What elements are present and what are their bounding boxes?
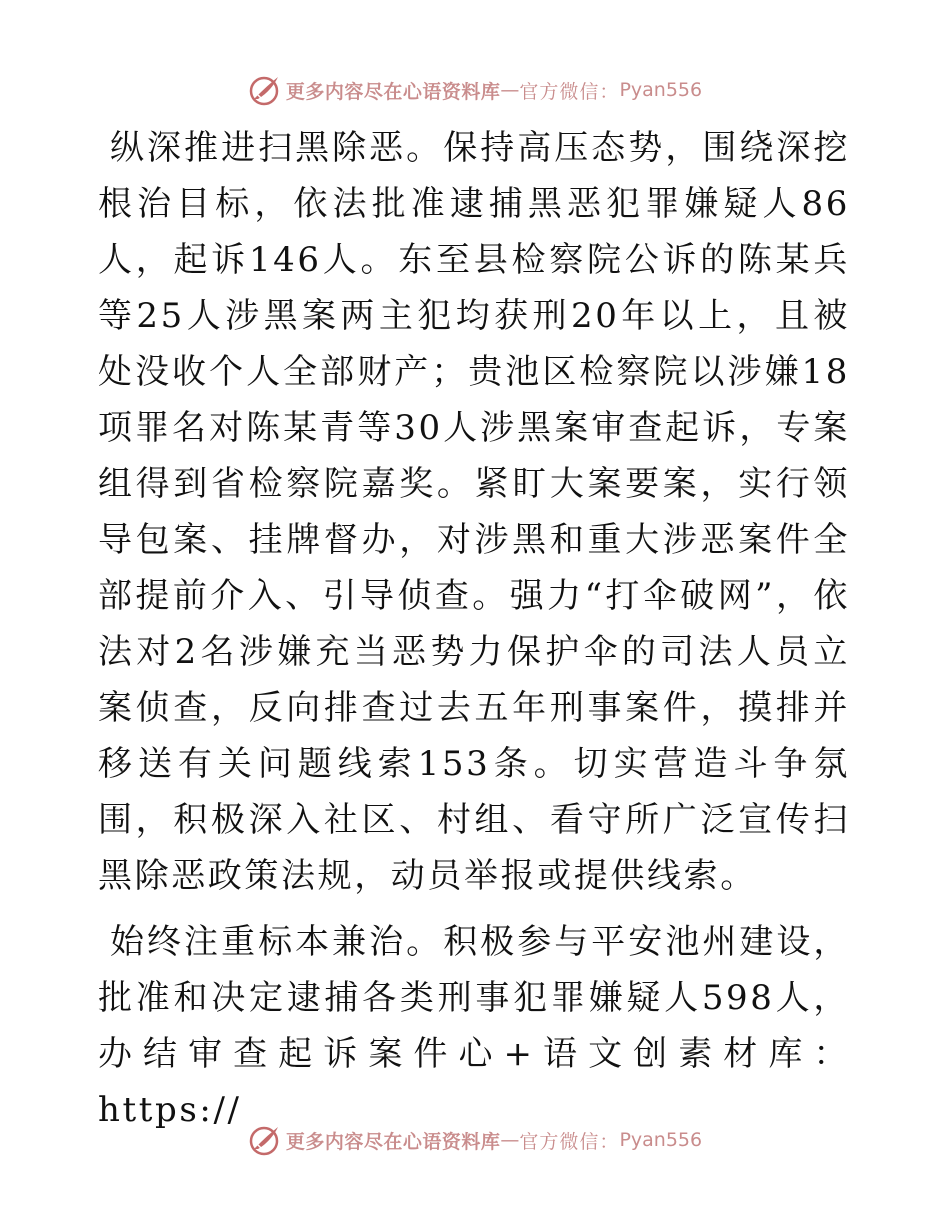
watermark-wechat-id: Pyan556 [619,1129,703,1151]
footer-watermark [0,1120,950,1160]
watermark-dash: — [500,1129,520,1151]
quill-logo-icon [248,1123,282,1157]
watermark-wechat-id: Pyan556 [619,79,703,101]
paragraph-anti-crime: 纵深推进扫黑除恶。保持高压态势，围绕深挖根治目标，依法批准逮捕黑恶犯罪嫌疑人86人，起诉146人。东至县检察院公诉的陈某兵等25人涉黑案两主犯均获刑20年以上，且被处没收个人全部财产；贵池区检察院以涉嫌18项罪名对陈某青等30人涉黑案审查起诉，专案组得到省检察院嘉奖。紧盯大案要案，实行领导包案、挂牌督办，对涉黑和重大涉恶案件全部提前介入、引导侦查。强力“打伞破网”，依法对2名涉嫌充当恶势力保护伞的司法人员立案侦查，反向排查过去五年刑事案件，摸排并移送有关问题线索153条。切实营造斗争氛围，积极深入社区、村组、看守所广泛宣传扫黑除恶政策法规，动员举报或提供线索。 [98,128,850,896]
paragraph-root-causes: 始终注重标本兼治。积极参与平安池州建设，批准和决定逮捕各类刑事犯罪嫌疑人598人，办结审查起诉案件心+语文创素材库：https:// [98,922,850,1130]
watermark-wechat-label: 官方微信： [519,80,620,103]
watermark-site-text: 更多内容尽在心语资料库 [285,1130,501,1153]
document-body [98,120,850,1148]
quill-logo-icon [248,73,282,107]
watermark-dash: — [500,79,520,101]
watermark-wechat-label: 官方微信： [519,1130,620,1153]
watermark-site-text: 更多内容尽在心语资料库 [285,80,501,103]
header-watermark [0,70,950,110]
